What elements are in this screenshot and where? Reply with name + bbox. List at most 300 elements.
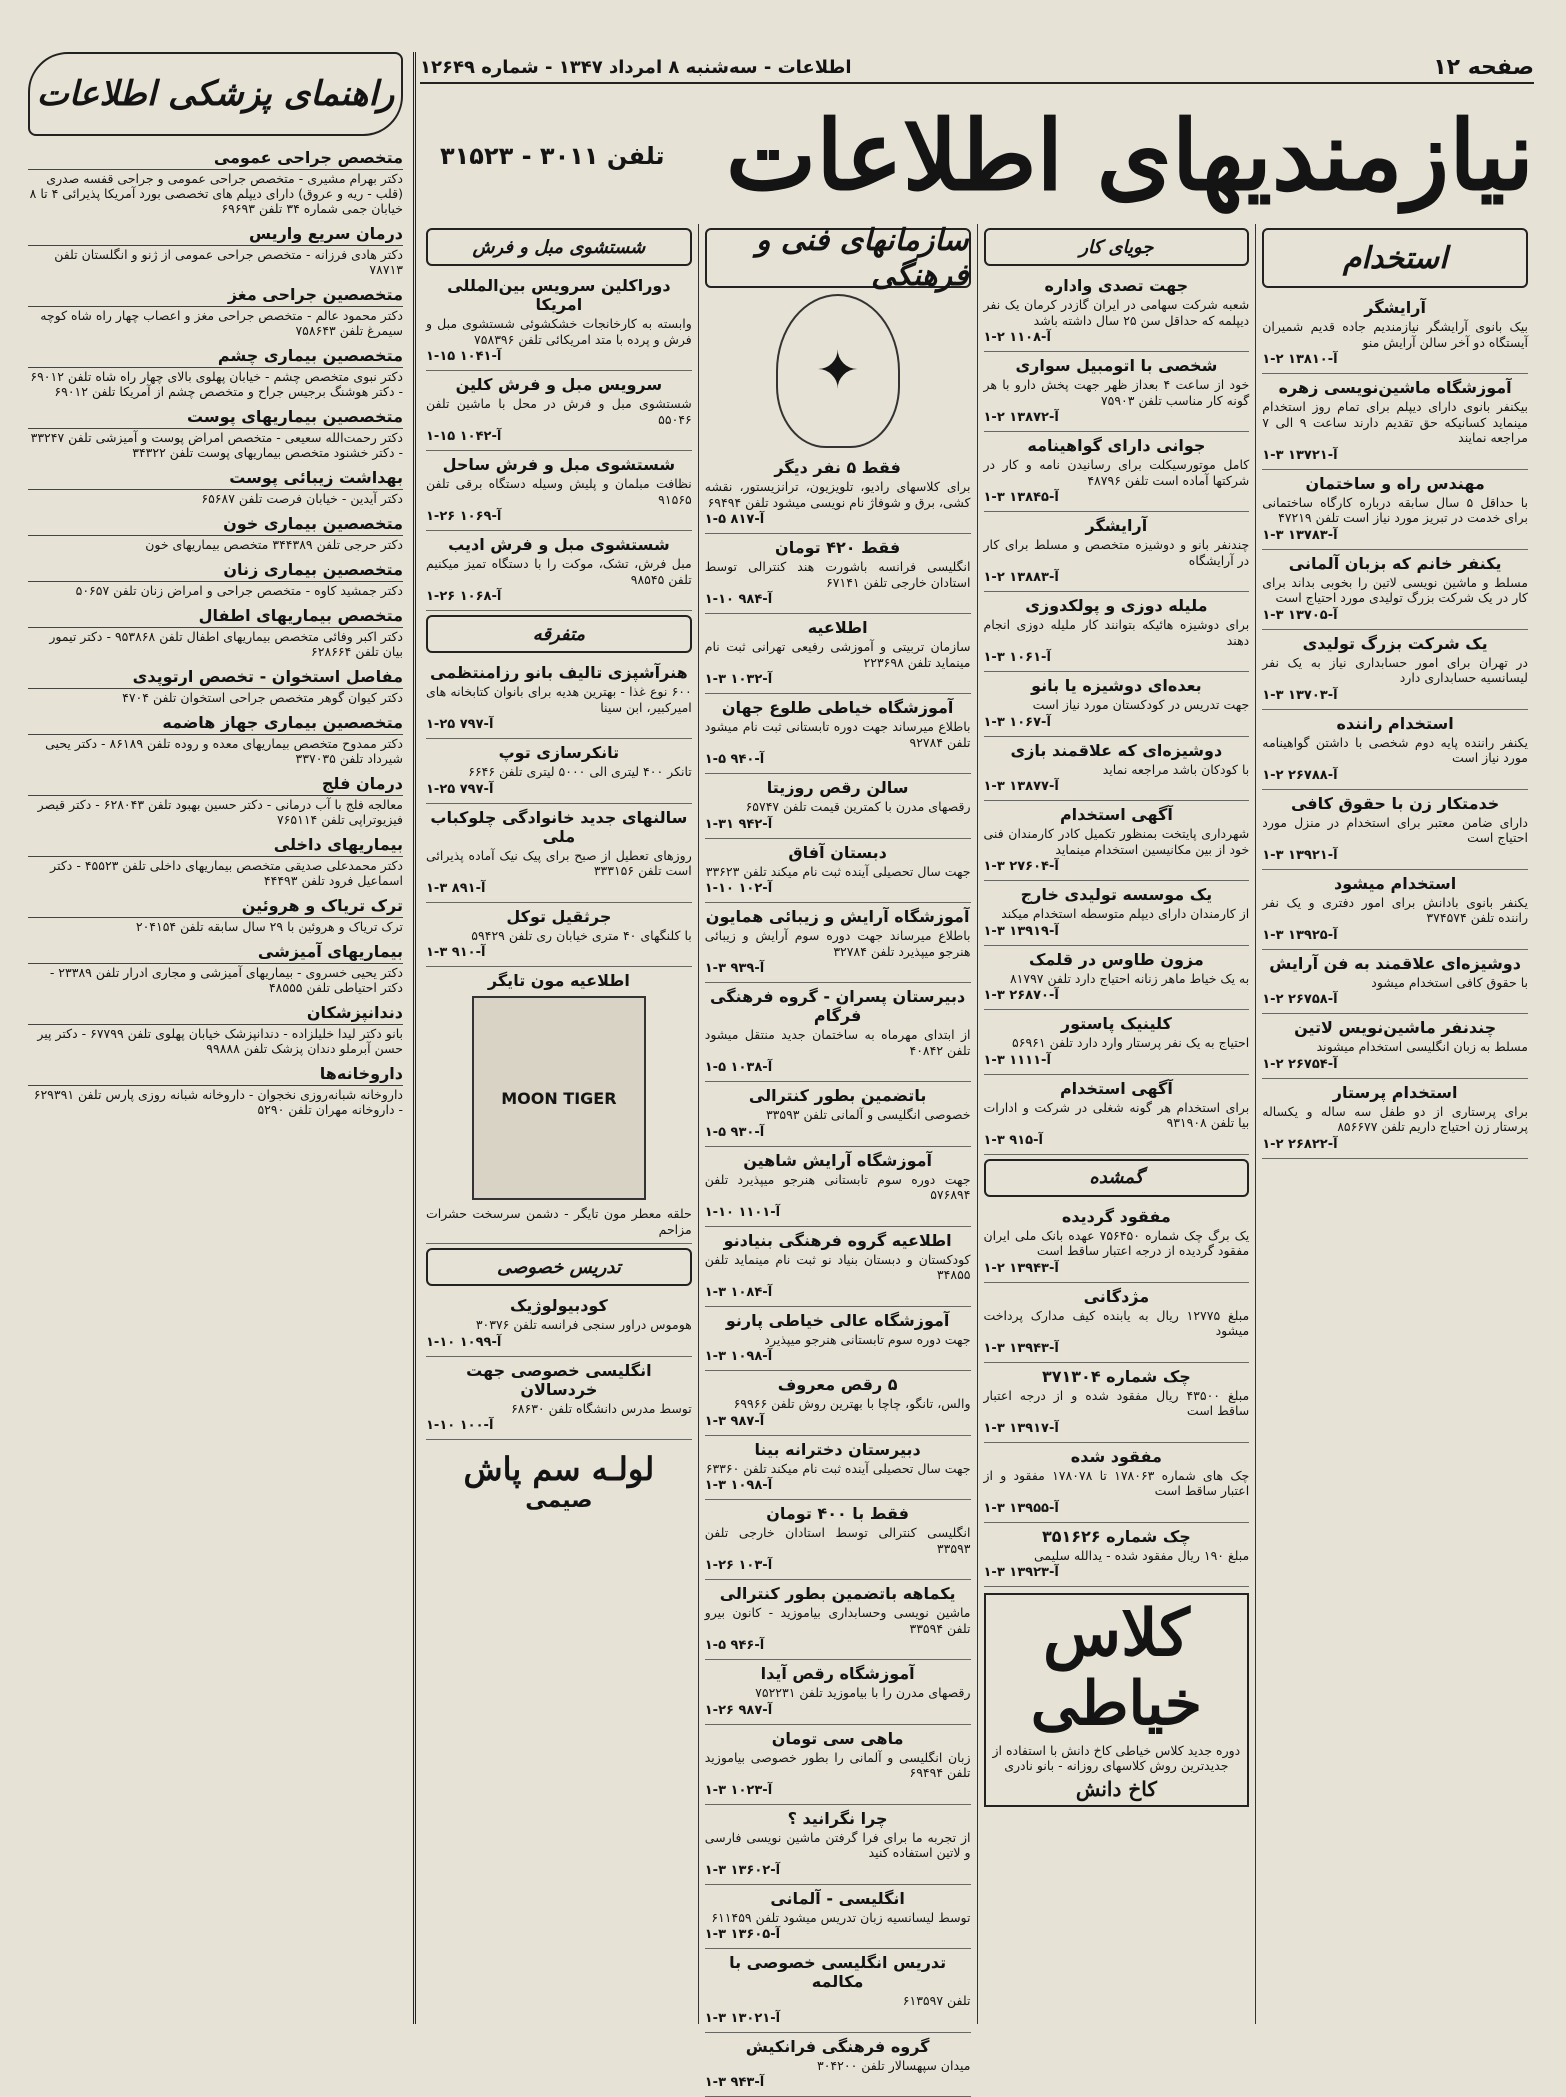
ad-body: مبل فرش، تشک، موکت را با دستگاه تمیز میکنیم تلفن ۹۸۵۴۵ (426, 556, 692, 587)
ad-heading: دبستان آفاق (705, 843, 971, 862)
classified-ad (984, 592, 1250, 672)
sewing-class-school: کاخ دانش (990, 1777, 1244, 1801)
medical-section-heading: متخصصین بیماریهای پوست (28, 405, 403, 429)
classified-ad (1262, 1079, 1528, 1159)
ad-code: ۱-۳ آ-۲۷۶۰۴ (984, 859, 1250, 874)
ad-body: برای استخدام هر گونه شغلی در شرکت و ادارات بیا تلفن ۹۳۱۹۰۸ (984, 1100, 1250, 1131)
ad-code: ۱-۳ آ-۱۳۷۰۵ (1262, 608, 1528, 623)
classified-ad (426, 1292, 692, 1357)
ad-body: شهرداری پایتخت بمنظور تکمیل کادر کارمندان فنی خود از بین مکانیسین استخدام مینماید (984, 826, 1250, 857)
classified-ad (984, 1363, 1250, 1443)
ad-body: توسط لیسانسیه زبان تدریس میشود تلفن ۶۱۱۴۵۹ (705, 1910, 971, 1926)
ad-body: در تهران برای امور حسابداری نیاز به یک نفر لیسانسیه حسابداری دارد (1262, 655, 1528, 686)
sprayer-logo-sub: صیمی (426, 1488, 692, 1513)
ad-body: جهت دوره سوم تابستانی هنرجو میپذیرد (705, 1332, 971, 1348)
classified-ad (426, 1357, 692, 1441)
ad-heading: یک موسسه تولیدی خارج (984, 885, 1250, 904)
employment-ads (1262, 294, 1528, 1159)
section-title-employment: استخدام (1262, 228, 1528, 288)
ad-code: ۱-۲ آ-۱۳۸۷۲ (984, 410, 1250, 425)
ad-heading: مفقود شده (984, 1447, 1250, 1466)
medical-section-heading: متخصص جراحی عمومی (28, 146, 403, 170)
ad-heading: یکماهه باتضمین بطور کنترالی (705, 1584, 971, 1603)
ad-body: هوموس دراور سنجی فرانسه تلفن ۳۰۳۷۶ (426, 1317, 692, 1333)
ad-heading: مهندس راه و ساختمان (1262, 474, 1528, 493)
classified-ad (1262, 790, 1528, 870)
classified-ad (984, 1010, 1250, 1075)
ad-heading: آرایشگر (1262, 298, 1528, 317)
classified-ad (705, 1725, 971, 1805)
ad-code: ۱-۲۵ آ-۷۹۷ (426, 717, 692, 732)
ad-heading: فقط ۴۲۰ تومان (705, 538, 971, 557)
ad-code: ۱-۲۶ آ-۱۰۶۹ (426, 509, 692, 524)
ad-heading: اطلاعیه (705, 618, 971, 637)
ad-heading: سرویس مبل و فرش کلین (426, 375, 692, 394)
ad-heading: جوانی دارای گواهینامه (984, 436, 1250, 455)
medical-section (28, 344, 403, 399)
medical-section-heading: ترک تریاک و هروئین (28, 894, 403, 918)
ad-heading: انگلیسی - آلمانی (705, 1889, 971, 1908)
section-title-misc: متفرقه (426, 615, 692, 653)
classified-ad (984, 672, 1250, 737)
ad-code: ۱-۲ آ-۲۶۷۵۴ (1262, 1057, 1528, 1072)
section-title-lost: گمشده (984, 1159, 1250, 1197)
moon-tiger-ad (426, 967, 692, 1244)
moon-tiger-logo-icon (472, 996, 646, 1200)
medical-section-text: دکتر ممدوح متخصص بیماریهای معده و روده تلفن ۸۶۱۸۹ - دکتر یحیی شیرداد تلفن ۳۳۷۰۳۵ (28, 736, 403, 766)
classified-ad (705, 1371, 971, 1436)
medical-section-heading: درمان فلج (28, 772, 403, 796)
cleaning-ads (426, 272, 692, 611)
ad-code: ۱-۵ آ-۹۴۶ (705, 1638, 971, 1653)
ad-code: ۱-۳ آ-۱۳۹۴۳ (984, 1341, 1250, 1356)
medical-section-heading: متخصص بیماریهای اطفال (28, 604, 403, 628)
ad-heading: بعده‌ای دوشیزه یا بانو (984, 676, 1250, 695)
medical-section-text: معالجه فلج با آب درمانی - دکتر حسین بهبود تلفن ۶۲۸۰۴۳ - دکتر قیصر فیزیوتراپی تلفن ۷۶۵۱۱۴ (28, 797, 403, 827)
ad-heading: جهت تصدی واداره (984, 276, 1250, 295)
medical-section-heading: بهداشت زیبائی پوست (28, 466, 403, 490)
medical-section (28, 772, 403, 827)
ad-body: انگلیسی فرانسه باشورت هند کنترالی توسط استادان خارجی تلفن ۶۷۱۴۱ (705, 559, 971, 590)
classified-ad (1262, 950, 1528, 1015)
medical-section (28, 711, 403, 766)
medical-section-text: دکتر اکبر وفائی متخصص بیماریهای اطفال تلفن ۹۵۳۸۶۸ - دکتر تیمور بیان تلفن ۶۲۸۶۶۴ (28, 629, 403, 659)
ad-body: مبلغ ۴۳۵۰۰ ریال مفقود شده و از درجه اعتبار ساقط است (984, 1388, 1250, 1419)
classified-ad (984, 801, 1250, 881)
classified-ad (984, 737, 1250, 802)
classified-ad (426, 531, 692, 611)
ad-body: با حقوق کافی استخدام میشود (1262, 975, 1528, 991)
medical-section (28, 466, 403, 506)
ad-heading: چرا نگرانید ؟ (705, 1809, 971, 1828)
ad-heading: آگهی استخدام (984, 805, 1250, 824)
ad-heading: چک شماره ۳۵۱۶۲۶ (984, 1527, 1250, 1546)
ad-code: ۱-۳ آ-۱۰۹۸ (705, 1349, 971, 1364)
medical-section-heading: بیماریهای آمیزشی (28, 940, 403, 964)
classified-ad (426, 451, 692, 531)
medical-section-heading: مفاصل استخوان - تخصص ارتوپدی (28, 665, 403, 689)
classified-ad (984, 1203, 1250, 1283)
ad-body: نظافت مبلمان و پلیش وسیله دستگاه برقی تلفن ۹۱۵۶۵ (426, 476, 692, 507)
medical-section (28, 283, 403, 338)
classified-ad (984, 1523, 1250, 1588)
ad-code: ۱-۳ آ-۱۳۹۱۹ (984, 924, 1250, 939)
ad-code: ۱-۵ آ-۹۴۰ (705, 752, 971, 767)
ad-code: ۱-۳ آ-۱۰۳۲ (705, 672, 971, 687)
ad-code: ۱-۳ آ-۹۴۳ (705, 2075, 971, 2090)
ad-code: ۱-۳ آ-۹۱۵ (984, 1133, 1250, 1148)
medical-section-text: دکتر حرجی تلفن ۳۴۴۳۸۹ متخصص بیماریهای خون (28, 537, 403, 552)
moon-tiger-title: اطلاعیه مون تایگر (426, 971, 692, 990)
ad-heading: استخدام پرستار (1262, 1083, 1528, 1102)
ad-body: تانکر ۴۰۰ لیتری الی ۵۰۰۰ لیتری تلفن ۶۶۴۶ (426, 764, 692, 780)
ad-code: ۱-۳ آ-۱۰۹۸ (705, 1478, 971, 1493)
column-job-seekers (977, 224, 1256, 2024)
medical-section (28, 405, 403, 460)
classified-ad (705, 903, 971, 983)
sewing-class-title-2: خیاطی (990, 1669, 1244, 1739)
ad-code: ۱-۳ آ-۹۸۷ (705, 1414, 971, 1429)
medical-section-text: دکتر محمود عالم - متخصص جراحی مغز و اعصاب چهار راه شاه کوچه سیمرغ تلفن ۷۵۸۶۴۳ (28, 308, 403, 338)
medical-section (28, 558, 403, 598)
ad-code: ۱-۵ آ-۱۰۳۸ (705, 1060, 971, 1075)
ad-code: ۱-۲ آ-۱۳۸۱۰ (1262, 352, 1528, 367)
classified-ad (984, 1443, 1250, 1523)
classified-ad (705, 1500, 971, 1580)
ad-body: با کودکان باشد مراجعه نماید (984, 762, 1250, 778)
medical-section (28, 833, 403, 888)
ad-body: خود از ساعت ۴ بعداز ظهر جهت پخش دارو با هر گونه کار مناسب تلفن ۷۵۹۰۳ (984, 377, 1250, 408)
ad-code: ۱-۳ آ-۱۳۹۲۱ (1262, 848, 1528, 863)
ad-code: ۱-۵ آ-۹۳۰ (705, 1125, 971, 1140)
ad-body: سازمان تربیتی و آموزشی رفیعی تهرانی ثبت نام مینماید تلفن ۲۲۳۶۹۸ (705, 639, 971, 670)
ad-body: شستشوی مبل و فرش در محل با ماشین تلفن ۵۵۰۴۶ (426, 396, 692, 427)
classified-ad (984, 946, 1250, 1011)
classified-ad (705, 454, 971, 534)
ad-code: ۱-۳ آ-۹۳۹ (705, 961, 971, 976)
ad-heading: دبیرستان پسران - گروه فرهنگی فرگام (705, 987, 971, 1025)
medical-guide-title: راهنمای پزشکی اطلاعات (28, 52, 403, 136)
classified-columns (420, 224, 1534, 2024)
ad-heading: یک شرکت بزرگ تولیدی (1262, 634, 1528, 653)
ad-heading: شخصی با اتومبیل سواری (984, 356, 1250, 375)
ad-heading: شستشوی مبل و فرش ادیب (426, 535, 692, 554)
medical-section (28, 1062, 403, 1117)
medical-guide-column (28, 52, 416, 2024)
ad-body: شعبه شرکت سهامی در ایران گازدر کرمان یک نفر دیپلمه که حداقل سن ۲۵ سال داشته باشد (984, 297, 1250, 328)
classified-ad (705, 694, 971, 774)
ad-heading: کلینیک پاستور (984, 1014, 1250, 1033)
medical-section (28, 940, 403, 995)
medical-section-text: دکتر رحمت‌الله سعیعی - متخصص امراض پوست و آمیزشی تلفن ۳۳۲۴۷ - دکتر خشنود متخصص بیماریهای پوست تلفن ۳۴۳۲۲ (28, 430, 403, 460)
section-title-private-tutoring: تدریس خصوصی (426, 1248, 692, 1286)
ad-code: ۱-۳ آ-۱۰۲۳ (705, 1783, 971, 1798)
ad-heading: دوشیزه‌ای علاقمند به فن آرایش (1262, 954, 1528, 973)
medical-section-heading: دندانپزشکان (28, 1001, 403, 1025)
job-seeker-ads (984, 272, 1250, 1155)
classified-ad (1262, 1014, 1528, 1079)
medical-section-heading: داروخانه‌ها (28, 1062, 403, 1086)
ad-body: مسلط به زبان انگلیسی استخدام میشوند (1262, 1039, 1528, 1055)
ad-body: ماشین نویسی وحسابداری بیاموزید - کانون بیرو تلفن ۳۳۵۹۴ (705, 1605, 971, 1636)
ad-code: ۱-۱۰ آ-۱۱۰۱ (705, 1205, 971, 1220)
medical-section (28, 222, 403, 277)
ad-code: ۱-۳ آ-۱۳۶۰۲ (705, 1863, 971, 1878)
ad-heading: مزون طاوس در قلمک (984, 950, 1250, 969)
classified-ad (426, 659, 692, 739)
ad-code: ۱-۳ آ-۹۱۰ (426, 945, 692, 960)
ad-code: ۱-۳۱ آ-۹۴۲ (705, 817, 971, 832)
ad-heading: اطلاعیه گروه فرهنگی بنیادنو (705, 1231, 971, 1250)
classified-ad (984, 432, 1250, 512)
classified-ad (984, 352, 1250, 432)
classified-ad (984, 1075, 1250, 1155)
ad-code: ۱-۲ آ-۲۶۸۲۲ (1262, 1137, 1528, 1152)
classified-ad (426, 371, 692, 451)
ad-code: ۱-۱۰ آ-۱۰۰ (426, 1418, 692, 1433)
medical-section-heading: متخصصین بیماری چشم (28, 344, 403, 368)
ad-body: زبان انگلیسی و آلمانی را بطور خصوصی بیاموزید تلفن ۶۹۴۹۴ (705, 1750, 971, 1781)
ad-code: ۱-۳ آ-۱۳۷۰۳ (1262, 688, 1528, 703)
ad-heading: آگهی استخدام (984, 1079, 1250, 1098)
ad-body: جهت سال تحصیلی آینده ثبت نام میکند تلفن ۶۳۳۶۰ (705, 1461, 971, 1477)
medical-section-text: دکتر نبوی متخصص چشم - خیابان پهلوی بالای چهار راه شاه تلفن ۶۹۰۱۲ - دکتر هوشنگ برجیس جراح و متخصص چشم از آمریکا تلفن ۶۹۰۱۲ (28, 369, 403, 399)
classified-ad (705, 1885, 971, 1950)
ad-code: ۱-۳ آ-۱۰۶۱ (984, 650, 1250, 665)
ad-code: ۱-۳ آ-۱۱۱۱ (984, 1053, 1250, 1068)
ad-heading: گروه فرهنگی فرانکیش (705, 2037, 971, 2056)
classified-ad (984, 272, 1250, 352)
medical-section-heading: متخصصین جراحی مغز (28, 283, 403, 307)
cultural-ads (705, 454, 971, 2097)
sprayer-logo: لولـه سم پاش (426, 1450, 692, 1488)
classified-ad (705, 774, 971, 839)
ad-body: میدان سپهسالار تلفن ۳۰۴۲۰۰ (705, 2058, 971, 2074)
ad-body: وابسته به کارخانجات خشکشوئی شستشوی مبل و فرش و پرده با متد امریکائی تلفن ۷۵۸۳۹۶ (426, 316, 692, 347)
ad-body: برای کلاسهای رادیو، تلویزیون، ترانزیستور، نقشه کشی، برق و شوفاژ نام نویسی میشود تلفن ۶۹۴۹۴ (705, 479, 971, 510)
ad-body: مسلط و ماشین نویسی لاتین را بخوبی بداند برای کار در یک شرکت بزرگ تولیدی مورد احتیاج است (1262, 575, 1528, 606)
classified-ad (705, 614, 971, 694)
ad-code: ۱-۳ آ-۱۰۶۷ (984, 715, 1250, 730)
ad-heading: خدمتکار زن با حقوق کافی (1262, 794, 1528, 813)
ad-body: برای پرستاری از دو طفل سه ساله و یکساله پرستار زن احتیاج داریم تلفن ۸۵۶۶۷۷ (1262, 1104, 1528, 1135)
ad-code: ۱-۳ آ-۱۳۶۰۵ (705, 1927, 971, 1942)
banner-title: نیازمندیهای اطلاعات (726, 108, 1534, 204)
ad-body: از ابتدای مهرماه به ساختمان جدید منتقل میشود تلفن ۴۰۸۴۲ (705, 1027, 971, 1058)
classified-ad (705, 534, 971, 614)
classified-ad (705, 983, 971, 1082)
medical-section-text: دکتر آیدین - خیابان فرصت تلفن ۶۵۶۸۷ (28, 491, 403, 506)
ad-heading: استخدام میشود (1262, 874, 1528, 893)
classified-ad (1262, 294, 1528, 374)
classified-ad (984, 881, 1250, 946)
classified-ad (705, 2033, 971, 2097)
medical-section-heading: متخصصین بیماری خون (28, 512, 403, 536)
classified-ad (1262, 710, 1528, 790)
ad-heading: سالن رقص روزیتا (705, 778, 971, 797)
ad-body: چک های شماره ۱۷۸۰۶۳ تا ۱۷۸۰۷۸ مفقود و از اعتبار ساقط است (984, 1468, 1250, 1499)
ad-body: رقصهای مدرن با کمترین قیمت تلفن ۶۵۷۴۷ (705, 799, 971, 815)
ad-heading: آموزشگاه عالی خیاطی پارنو (705, 1311, 971, 1330)
column-cultural (698, 224, 977, 2024)
ad-heading: استخدام راننده (1262, 714, 1528, 733)
classified-ad (984, 512, 1250, 592)
classified-ad (1262, 870, 1528, 950)
ad-code: ۱-۱۵ آ-۱۰۴۱ (426, 349, 692, 364)
ad-body: یک برگ چک شماره ۷۵۶۴۵۰ عهده بانک ملی ایران مفقود گردیده از درجه اعتبار ساقط است (984, 1228, 1250, 1259)
ad-body: یکنفر بانوی بادانش برای امور دفتری و یک نفر راننده تلفن ۳۷۴۵۷۴ (1262, 895, 1528, 926)
medical-section-text: بانو دکتر لیدا خلیلزاده - دندانپزشک خیابان پهلوی تلفن ۶۷۷۹۹ - دکتر پیر حسن آبرملو دندان پزشک تلفن ۹۹۸۸۸ (28, 1026, 403, 1056)
ad-body: از کارمندان دارای دیپلم متوسطه استخدام میکند (984, 906, 1250, 922)
ad-code: ۱-۲۵ آ-۷۹۷ (426, 782, 692, 797)
ad-heading: چک شماره ۳۷۱۳۰۴ (984, 1367, 1250, 1386)
ad-body: دارای ضامن معتبر برای استخدام در منزل مورد احتیاج است (1262, 815, 1528, 846)
ad-code: ۱-۳ آ-۱۳۹۱۷ (984, 1421, 1250, 1436)
medical-section-text: دکتر کیوان گوهر متخصص جراحی استخوان تلفن ۴۷۰۴ (28, 690, 403, 705)
ad-body: تلفن ۶۱۳۵۹۷ (705, 1993, 971, 2009)
medical-sections (28, 146, 403, 1117)
ad-body: انگلیسی کنترالی توسط استادان خارجی تلفن ۳۳۵۹۳ (705, 1525, 971, 1556)
ad-heading: مفقود گردیده (984, 1207, 1250, 1226)
ad-body: برای دوشیزه هائیکه بتوانند کار ملیله دوزی انجام دهند (984, 617, 1250, 648)
column-cleaning-misc (420, 224, 698, 2024)
ad-heading: باتضمین بطور کنترالی (705, 1086, 971, 1105)
ad-heading: سالنهای جدید خانوادگی چلوکباب ملی (426, 808, 692, 846)
ad-code: ۱-۳ آ-۱۳۸۷۷ (984, 779, 1250, 794)
classified-ad (426, 903, 692, 968)
misc-ads (426, 659, 692, 967)
classified-ad (1262, 470, 1528, 550)
ad-code: ۱-۲ آ-۱۱۰۸ (984, 330, 1250, 345)
medical-section-heading: درمان سریع واریس (28, 222, 403, 246)
ad-code: ۱-۳ آ-۱۰۸۴ (705, 1285, 971, 1300)
ad-heading: آموزشگاه رقص آیدا (705, 1664, 971, 1683)
ad-code: ۱-۲۶ آ-۱۰۶۸ (426, 589, 692, 604)
medical-section (28, 894, 403, 934)
ad-body: جهت سال تحصیلی آینده ثبت نام میکند تلفن ۳۳۶۲۳ (705, 864, 971, 880)
medical-section (28, 146, 403, 216)
sewing-class-ad (984, 1593, 1250, 1807)
medical-section-text: داروخانه شبانه‌روزی نخجوان - داروخانه شبانه روزی پارس تلفن ۶۲۹۳۹۱ - داروخانه مهران تلفن ۵۲۹۰ (28, 1087, 403, 1117)
classified-ad (705, 1949, 971, 2033)
ad-body: مبلغ ۱۲۷۷۵ ریال به یابنده کیف مدارک پرداخت میشود (984, 1308, 1250, 1339)
ad-heading: آموزشگاه آرایش شاهین (705, 1151, 971, 1170)
classified-ad (426, 272, 692, 371)
moon-tiger-brand: MOON TIGER (501, 1089, 616, 1108)
ad-heading: فقط با ۴۰۰ تومان (705, 1504, 971, 1523)
ad-body: والس، تانگو، چاچا با بهترین روش تلفن ۶۹۹۶۶ (705, 1396, 971, 1412)
ad-body: کودکستان و دبستان بنیاد نو ثبت نام مینماید تلفن ۳۴۸۵۵ (705, 1252, 971, 1283)
banner-phone: تلفن ۳۰۱۱ - ۳۱۵۲۳ (440, 142, 665, 170)
ad-code: ۱-۲۶ آ-۹۸۷ (705, 1703, 971, 1718)
ad-body: باطلاع میرساند جهت دوره سوم آرایش و زیبائی هنرجو میپذیرد تلفن ۳۲۷۸۴ (705, 928, 971, 959)
ad-body: از تجربه ما برای فرا گرفتن ماشین نویسی فارسی و لاتین استفاده کنید (705, 1830, 971, 1861)
sewing-class-title-1: کلاس (990, 1599, 1244, 1669)
ad-code: ۱-۱۰ آ-۱۰۹۹ (426, 1335, 692, 1350)
classified-ad (705, 1227, 971, 1307)
classified-ad (705, 1660, 971, 1725)
ad-body: باطلاع میرساند جهت دوره تابستانی ثبت نام میشود تلفن ۹۲۷۸۴ (705, 719, 971, 750)
moon-tiger-text: حلقه معطر مون تایگر - دشمن سرسخت حشرات مزاحم (426, 1206, 692, 1237)
ad-heading: ماهی سی تومان (705, 1729, 971, 1748)
classified-ad (705, 1147, 971, 1227)
medical-section-text: دکتر هادی فرزانه - متخصص جراحی عمومی از ژنو و انگلستان تلفن ۷۸۷۱۳ (28, 247, 403, 277)
issue-meta-line (420, 52, 1534, 84)
classified-ad (1262, 630, 1528, 710)
medical-section-text: دکتر جمشید کاوه - متخصص جراحی و امراض زنان تلفن ۵۰۶۵۷ (28, 583, 403, 598)
ad-heading: شستشوی مبل و فرش ساحل (426, 455, 692, 474)
ad-heading: فقط ۵ نفر دیگر (705, 458, 971, 477)
ad-body: ۶۰۰ نوع غذا - بهترین هدیه برای بانوان کتابخانه های امیرکبیر، ابن سینا (426, 684, 692, 715)
ad-body: مبلغ ۱۹۰ ریال مفقود شده - یدالله سلیمی (984, 1548, 1250, 1564)
ad-heading: انگلیسی خصوصی جهت خردسالان (426, 1361, 692, 1399)
ad-code: ۱-۳ آ-۱۳۰۲۱ (705, 2011, 971, 2026)
classified-ad (984, 1283, 1250, 1363)
ad-heading: مژدگانی (984, 1287, 1250, 1306)
ad-heading: تدریس انگلیسی خصوصی با مکالمه (705, 1953, 971, 1991)
school-emblem-icon: ✦ (776, 294, 900, 448)
classified-ad (426, 739, 692, 804)
ad-code: ۱-۲ آ-۱۳۹۴۳ (984, 1261, 1250, 1276)
ad-code: ۱-۲ آ-۱۳۸۸۳ (984, 570, 1250, 585)
sewing-class-text: دوره جدید کلاس خیاطی کاخ دانش با استفاده از جدیدترین روش کلاسهای روزانه - بانو نادری (990, 1743, 1244, 1773)
ad-code: ۱-۳ آ-۱۳۹۲۳ (984, 1565, 1250, 1580)
ad-body: چندنفر بانو و دوشیزه متخصص و مسلط برای کار در آرایشگاه (984, 537, 1250, 568)
ad-code: ۱-۲۶ آ-۱۰۳ (705, 1558, 971, 1573)
column-employment (1255, 224, 1534, 2024)
ad-code: ۱-۱۰ آ-۱۰۲ (705, 881, 971, 896)
ad-heading: چندنفر ماشین‌نویس لاتین (1262, 1018, 1528, 1037)
ad-code: ۱-۳ آ-۱۳۹۲۵ (1262, 928, 1528, 943)
ad-heading: هنرآشپزی تالیف بانو رزامنتظمی (426, 663, 692, 682)
ad-heading: تانکرسازی توپ (426, 743, 692, 762)
classified-ad (705, 1307, 971, 1372)
medical-section (28, 1001, 403, 1056)
ad-heading: آموزشگاه خیاطی طلوع جهان (705, 698, 971, 717)
ad-code: ۱-۱۰ آ-۹۸۴ (705, 592, 971, 607)
section-title-job-seekers: جویای کار (984, 228, 1250, 266)
ad-body: رقصهای مدرن را با بیاموزید تلفن ۷۵۲۲۳۱ (705, 1685, 971, 1701)
classified-ad (426, 804, 692, 903)
classified-ad (705, 1580, 971, 1660)
ad-body: بیکنفر بانوی دارای دیپلم برای تمام روز استخدام مینماید کسانیکه حق تقدیم دارند ساعت ۹ الی ۷ مراجعه نمایند (1262, 399, 1528, 446)
ad-body: به یک خیاط ماهر زنانه احتیاج دارد تلفن ۸۱۷۹۷ (984, 971, 1250, 987)
classified-ad (705, 839, 971, 904)
ad-body: کامل موتورسیکلت برای رسانیدن نامه و کار در شرکتها آماده است تلفن ۴۸۷۹۶ (984, 457, 1250, 488)
classified-ad (705, 1436, 971, 1501)
ad-heading: کودبیولوژیک (426, 1296, 692, 1315)
ad-code: ۱-۳ آ-۲۶۸۷۰ (984, 988, 1250, 1003)
medical-section-heading: متخصصین بیماری زنان (28, 558, 403, 582)
classified-ad (705, 1805, 971, 1885)
ad-body: احتیاج به یک نفر پرستار وارد دارد تلفن ۵۶۹۶۱ (984, 1035, 1250, 1051)
ad-body: جهت دوره سوم تابستانی هنرجو میپذیرد تلفن ۵۷۶۸۹۴ (705, 1172, 971, 1203)
ad-heading: ۵ رقص معروف (705, 1375, 971, 1394)
medical-section-text: دکتر بهرام مشیری - متخصص جراحی عمومی و جراحی قفسه صدری (قلب - ریه و عروق) دارای دیپلم های تخصصی بورد آمریکا پذیرائی ۴ تا ۸ خیابان جمی شماره ۳۴ تلفن ۶۹۶۹۳ (28, 171, 403, 216)
ad-code: ۱-۳ آ-۸۹۱ (426, 881, 692, 896)
medical-section-heading: متخصصین بیماری جهاز هاضمه (28, 711, 403, 735)
classified-ad (1262, 550, 1528, 630)
ad-heading: آموزشگاه آرایش و زیبائی همایون (705, 907, 971, 926)
ad-code: ۱-۳ آ-۱۳۹۵۵ (984, 1501, 1250, 1516)
medical-section (28, 665, 403, 705)
ad-heading: آرایشگر (984, 516, 1250, 535)
ad-body: با کلنگهای ۴۰ متری خیابان ری تلفن ۵۹۴۲۹ (426, 928, 692, 944)
ad-code: ۱-۱۵ آ-۱۰۴۲ (426, 429, 692, 444)
ad-body: خصوصی انگلیسی و آلمانی تلفن ۳۳۵۹۳ (705, 1107, 971, 1123)
lost-ads (984, 1203, 1250, 1588)
issue-line: اطلاعات - سه‌شنبه ۸ امرداد ۱۳۴۷ - شماره ۱۲۶۴۹ (420, 57, 852, 78)
